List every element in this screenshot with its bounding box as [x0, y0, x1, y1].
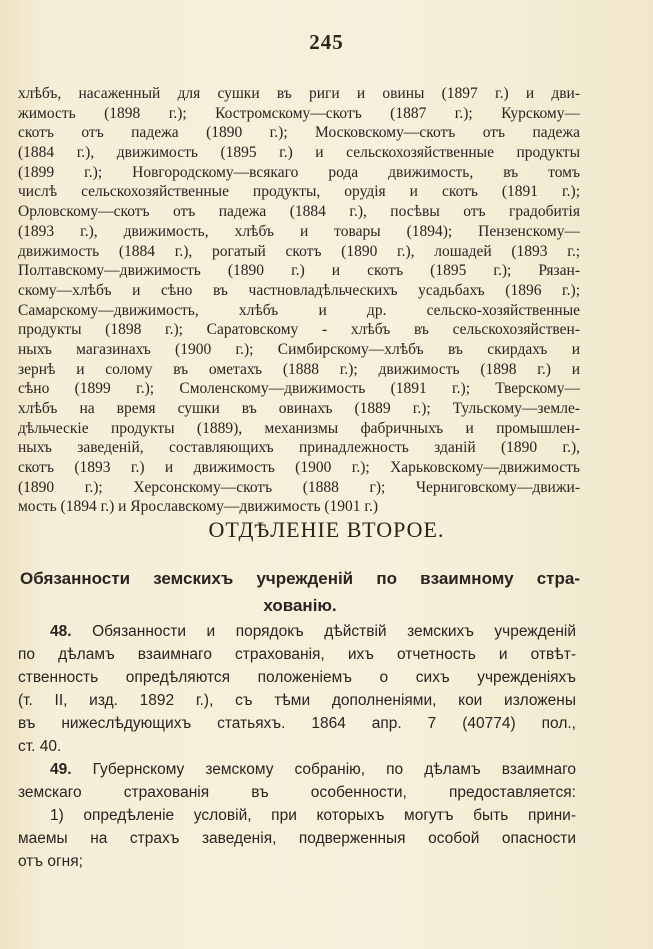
text-line: движимость (1884 г.), рогатый скотъ (1890 г.), лошадей (1893 г.; [18, 242, 580, 260]
article-48-line: ственность опредѣляются положеніемъ о сихъ учрежденіяхъ [18, 669, 576, 686]
text-line: Полтавскому—движимость (1890 г.) и скотъ (1895 г.); Рязан- [18, 262, 580, 280]
text-line: дѣльческіе продукты (1889), механизмы фабричныхъ и промышлен- [18, 419, 580, 437]
article-49-line: маемы на страхъ заведенія, подверженныя особой опасности [18, 830, 576, 847]
article-49-number: 49. [50, 761, 72, 778]
text-line: скотъ отъ падежа (1890 г.); Московскому—скотъ отъ падежа [18, 124, 580, 142]
text-line: Самарскому—движимость, хлѣбъ и др. сельско-хозяйственные [18, 301, 580, 319]
text-line: скотъ (1893 г.) и движимость (1900 г.); Харьковскому—движимость [18, 459, 580, 477]
text-line: ныхъ магазинахъ (1900 г.); Симбирскому—хлѣбъ въ скирдахъ и [18, 340, 580, 358]
text-line: хлѣбъ на время сушки въ овинахъ (1889 г.); Тульскому—земле- [18, 400, 580, 417]
article-49-line: земскаго страхованія въ особенности, предоставляется: [18, 784, 576, 801]
subsection-heading-line: хованію. [263, 596, 337, 615]
section-heading: ОТДѢЛЕНІЕ ВТОРОЕ. [208, 517, 445, 542]
article-49-text: Губернскому земскому собранію, по дѣламъ взаимнаго [92, 761, 576, 778]
article-48-line: въ нижеслѣдующихъ статьяхъ. 1864 апр. 7 (40774) пол., [18, 715, 576, 732]
text-line: жимость (1898 г.); Костромскому—скотъ (1887 г.); Курскому— [18, 104, 580, 122]
page-number: 245 [309, 30, 344, 54]
text-line: Орловскому—скотъ отъ падежа (1884 г.), посѣвы отъ градобитія [18, 203, 580, 221]
text-line: (1884 г.), движимость (1895 г.) и сельскохозяйственные продукты [18, 144, 580, 162]
text-line: (1890 г.); Херсонскому—скотъ (1888 г); Черниговскому—движи- [18, 478, 580, 496]
article-48-line: (т. II, изд. 1892 г.), съ тѣми дополненіями, кои изложены [18, 692, 576, 709]
subsection-heading-line: Обязанности земскихъ учрежденій по взаимному стра- [20, 569, 580, 588]
article-48-line: по дѣламъ взаимнаго страхованія, ихъ отчетность и отвѣт- [18, 646, 576, 663]
article-48-number: 48. [50, 623, 72, 640]
text-line: мость (1894 г.) и Ярославскому—движимость (1901 г.) [18, 498, 379, 516]
article-49-line: 1) опредѣленіе условій, при которыхъ могутъ быть прини- [50, 807, 576, 824]
text-line: скому—хлѣбъ и сѣно въ частновладѣльческихъ усадьбахъ (1896 г.); [18, 281, 580, 299]
text-line: продукты (1898 г.); Саратовскому - хлѣбъ въ сельскохозяйствен- [18, 321, 580, 339]
article-48-text: Обязанности и порядокъ дѣйствій земскихъ учрежденій [92, 623, 576, 640]
article-49-line: отъ огня; [18, 853, 83, 870]
articles-block [18, 620, 576, 873]
text-line: хлѣбъ, насаженный для сушки въ риги и овины (1897 г.) и дви- [18, 85, 580, 102]
body-paragraph [18, 84, 580, 517]
article-48-line [18, 620, 576, 643]
text-line: (1893 г.), движимость, хлѣбъ и товары (1894); Пензенскому— [18, 222, 580, 240]
text-line: числѣ сельскохозяйственные продукты, орудія и скотъ (1891 г.); [18, 183, 580, 201]
subsection-heading [20, 565, 580, 619]
article-49-line [18, 758, 576, 781]
article-48-line: ст. 40. [18, 738, 62, 755]
text-line: (1899 г.); Новгородскому—всякаго рода движимость, въ томъ [18, 163, 580, 181]
text-line: зернѣ и солому въ ометахъ (1888 г.); движимость (1898 г.) и [18, 360, 580, 378]
text-line: ныхъ заведеній, составляющихъ принадлежность зданій (1890 г.), [18, 439, 580, 457]
text-line: сѣно (1899 г.); Смоленскому—движимость (1891 г.); Тверскому— [18, 380, 580, 398]
